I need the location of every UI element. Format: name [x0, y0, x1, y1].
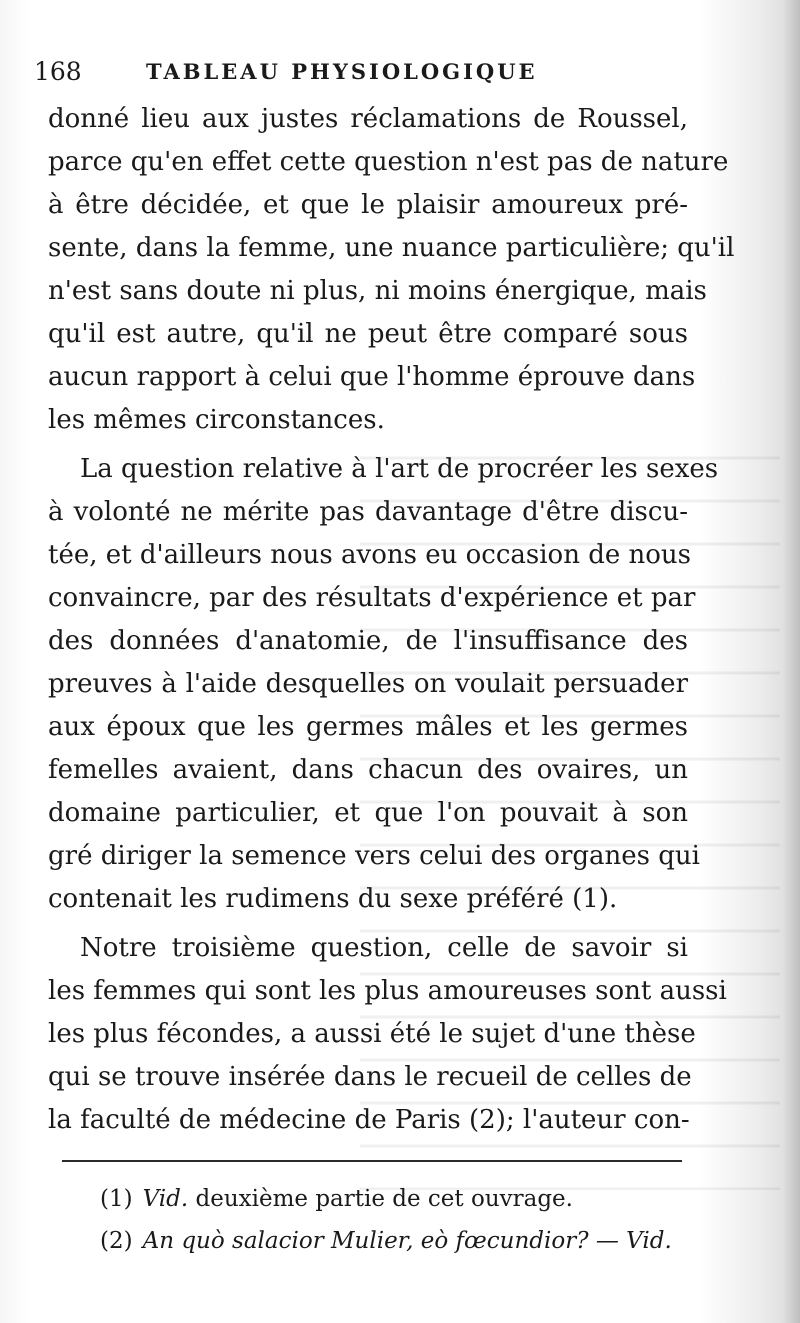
footnote-italic: Vid.	[142, 1186, 189, 1212]
page-number: 168	[34, 57, 82, 86]
footnote-italic: An quò salacior Mulier, eò fœcundior? — Vid.	[142, 1228, 672, 1254]
text-line: contenait les rudimens du sexe préféré (1).	[48, 884, 618, 914]
text-line: femelles avaient, dans chacun des ovaires, un	[48, 755, 688, 785]
footnote-rule	[62, 1160, 682, 1162]
text-line: sente, dans la femme, une nuance particulière; qu'il	[48, 233, 735, 263]
footnote-1	[100, 1178, 680, 1220]
text-line: qui se trouve insérée dans le recueil de celles de	[48, 1062, 692, 1092]
text-line: gré diriger la semence vers celui des organes qui	[48, 841, 700, 871]
text-line: donné lieu aux justes réclamations de Roussel,	[48, 104, 688, 134]
text-line: à volonté ne mérite pas davantage d'être discu-	[48, 497, 688, 527]
footnotes	[100, 1178, 680, 1262]
text-line: aucun rapport à celui que l'homme éprouve dans	[48, 362, 696, 392]
footnote-2	[100, 1220, 680, 1262]
text-line: aux époux que les germes mâles et les germes	[48, 712, 688, 742]
page-edge-shadow	[782, 0, 800, 1323]
text-line: Notre troisième question, celle de savoir si	[80, 933, 688, 963]
running-head	[34, 52, 694, 92]
text-line: les femmes qui sont les plus amoureuses sont aussi	[48, 976, 727, 1006]
text-line: des données d'anatomie, de l'insuffisance des	[48, 626, 688, 656]
body-text	[48, 98, 735, 1142]
text-line: convaincre, par des résultats d'expérience et par	[48, 583, 696, 613]
text-line: n'est sans doute ni plus, ni moins énergique, mais	[48, 276, 707, 306]
footnote-text: deuxième partie de cet ouvrage.	[188, 1186, 573, 1212]
running-title: TABLEAU PHYSIOLOGIQUE	[146, 59, 538, 84]
text-line: qu'il est autre, qu'il ne peut être comparé sous	[48, 319, 688, 349]
text-line: parce qu'en effet cette question n'est pas de nature	[48, 147, 729, 177]
footnote-marker: (2)	[100, 1228, 133, 1254]
text-line: à être décidée, et que le plaisir amoureux pré-	[48, 190, 688, 220]
text-line: les mêmes circonstances.	[48, 405, 385, 435]
text-line: preuves à l'aide desquelles on voulait persuader	[48, 669, 688, 699]
text-line: La question relative à l'art de procréer les sexes	[80, 454, 719, 484]
footnote-marker: (1)	[100, 1186, 133, 1212]
text-line: tée, et d'ailleurs nous avons eu occasion de nous	[48, 540, 691, 570]
text-line: la faculté de médecine de Paris (2); l'auteur con-	[48, 1105, 690, 1135]
text-line: les plus fécondes, a aussi été le sujet d'une thèse	[48, 1019, 696, 1049]
text-line: domaine particulier, et que l'on pouvait à son	[48, 798, 688, 828]
